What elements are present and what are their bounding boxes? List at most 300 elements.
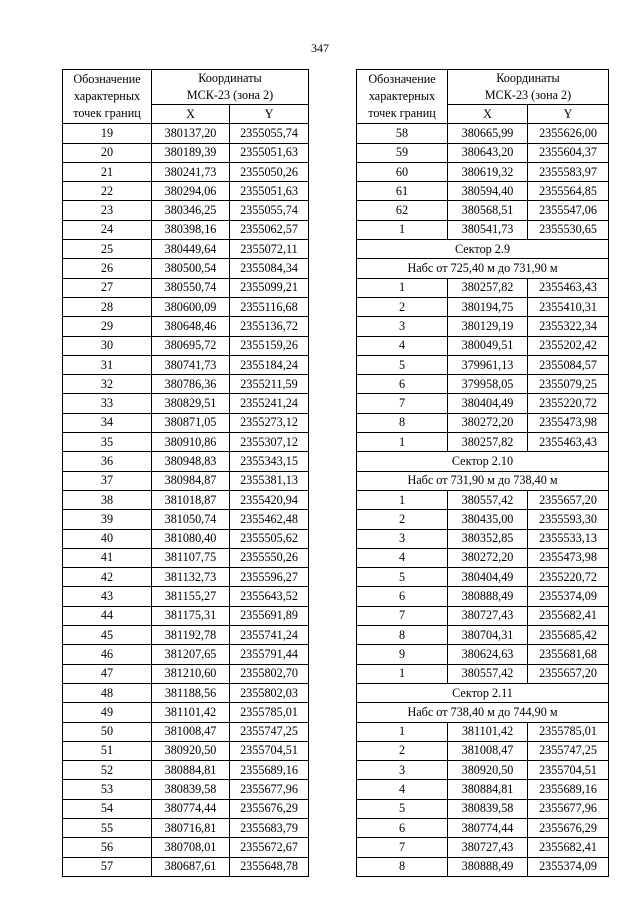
table-row (63, 683, 309, 702)
x-value: 380774,44 (152, 799, 230, 818)
table-row (63, 664, 309, 683)
table-row (357, 626, 609, 645)
y-value: 2355050,26 (230, 162, 309, 181)
point-number: 28 (63, 297, 152, 316)
table-row (63, 124, 309, 143)
y-value: 2355648,78 (230, 857, 309, 876)
x-value: 381188,56 (152, 683, 230, 702)
point-number: 4 (357, 548, 448, 567)
point-number: 5 (357, 355, 448, 374)
y-value: 2355473,98 (528, 413, 609, 432)
table-row (357, 645, 609, 664)
y-value: 2355785,01 (528, 722, 609, 741)
x-value: 380888,49 (448, 587, 528, 606)
point-number: 51 (63, 741, 152, 760)
sector-row (357, 259, 609, 278)
y-value: 2355564,85 (528, 182, 609, 201)
x-value: 380557,42 (448, 664, 528, 683)
table-row (357, 143, 609, 162)
table-row (63, 336, 309, 355)
y-value: 2355072,11 (230, 240, 309, 259)
x-value: 380786,36 (152, 375, 230, 394)
y-value: 2355530,65 (528, 220, 609, 239)
table-row (357, 433, 609, 452)
y-value: 2355462,48 (230, 510, 309, 529)
coordinates-table-left (62, 69, 309, 877)
y-value: 2355084,57 (528, 355, 609, 374)
y-value: 2355159,26 (230, 336, 309, 355)
y-value: 2355785,01 (230, 703, 309, 722)
y-value: 2355211,59 (230, 375, 309, 394)
x-value: 380557,42 (448, 490, 528, 509)
x-value: 380648,46 (152, 317, 230, 336)
x-value: 380727,43 (448, 838, 528, 857)
x-value: 380404,49 (448, 394, 528, 413)
x-value: 380257,82 (448, 433, 528, 452)
x-value: 380839,58 (152, 780, 230, 799)
y-value: 2355051,63 (230, 182, 309, 201)
point-number: 31 (63, 355, 152, 374)
coordinates-header (152, 70, 309, 105)
table-row (63, 240, 309, 259)
y-value: 2355747,25 (528, 741, 609, 760)
x-value: 381018,87 (152, 490, 230, 509)
x-value: 380665,99 (448, 124, 528, 143)
table-row (357, 857, 609, 876)
point-number: 52 (63, 761, 152, 780)
designation-header-line2: характерных (368, 89, 436, 104)
point-number: 7 (357, 606, 448, 625)
x-value: 380129,19 (448, 317, 528, 336)
table-row (357, 375, 609, 394)
table-row (357, 278, 609, 297)
point-number: 42 (63, 568, 152, 587)
y-value: 2355604,37 (528, 143, 609, 162)
point-number: 59 (357, 143, 448, 162)
point-number: 26 (63, 259, 152, 278)
y-header: Y (528, 105, 609, 124)
table-row (63, 413, 309, 432)
point-number: 45 (63, 626, 152, 645)
table-row (357, 317, 609, 336)
table-row (357, 741, 609, 760)
x-value: 380984,87 (152, 471, 230, 490)
x-value: 381210,60 (152, 664, 230, 683)
x-value: 380550,74 (152, 278, 230, 297)
point-number: 55 (63, 818, 152, 837)
x-value: 380398,16 (152, 220, 230, 239)
x-value: 380774,44 (448, 818, 528, 837)
coordinates-header-line2: МСК-23 (зона 2) (484, 88, 572, 102)
y-value: 2355202,42 (528, 336, 609, 355)
point-number: 41 (63, 548, 152, 567)
table-row (357, 220, 609, 239)
sector-label: Набс от 731,90 м до 738,40 м (357, 471, 609, 490)
table-row (63, 529, 309, 548)
point-number: 5 (357, 799, 448, 818)
point-number: 58 (357, 124, 448, 143)
y-value: 2355689,16 (230, 761, 309, 780)
x-value: 380704,31 (448, 626, 528, 645)
point-number: 37 (63, 471, 152, 490)
x-value: 380624,63 (448, 645, 528, 664)
table-row (63, 297, 309, 316)
x-value: 380643,20 (448, 143, 528, 162)
point-number: 53 (63, 780, 152, 799)
y-value: 2355533,13 (528, 529, 609, 548)
x-value: 380619,32 (448, 162, 528, 181)
x-value: 380884,81 (448, 780, 528, 799)
x-value: 381155,27 (152, 587, 230, 606)
designation-header (63, 70, 152, 124)
y-value: 2355691,89 (230, 606, 309, 625)
table-row (63, 626, 309, 645)
y-value: 2355802,70 (230, 664, 309, 683)
x-value: 380948,83 (152, 452, 230, 471)
table-row (357, 510, 609, 529)
table-row (63, 355, 309, 374)
y-value: 2355051,63 (230, 143, 309, 162)
x-value: 380920,50 (448, 761, 528, 780)
point-number: 6 (357, 375, 448, 394)
table-row (357, 529, 609, 548)
point-number: 1 (357, 433, 448, 452)
x-value: 380888,49 (448, 857, 528, 876)
y-value: 2355136,72 (230, 317, 309, 336)
point-number: 8 (357, 413, 448, 432)
point-number: 1 (357, 664, 448, 683)
sector-label: Набс от 725,40 м до 731,90 м (357, 259, 609, 278)
point-number: 38 (63, 490, 152, 509)
y-value: 2355741,24 (230, 626, 309, 645)
y-value: 2355374,09 (528, 857, 609, 876)
coordinates-header (448, 70, 609, 105)
point-number: 25 (63, 240, 152, 259)
sector-label: Сектор 2.9 (357, 240, 609, 259)
x-value: 380272,20 (448, 548, 528, 567)
coordinates-header-line1: Координаты (198, 71, 262, 85)
point-number: 24 (63, 220, 152, 239)
y-value: 2355626,00 (528, 124, 609, 143)
designation-header-line1: Обозначение (73, 72, 141, 87)
table-row (357, 568, 609, 587)
table-row (63, 452, 309, 471)
point-number: 49 (63, 703, 152, 722)
y-value: 2355420,94 (230, 490, 309, 509)
table-row (63, 317, 309, 336)
x-value: 380352,85 (448, 529, 528, 548)
point-number: 2 (357, 297, 448, 316)
table-row (357, 413, 609, 432)
x-value: 381192,78 (152, 626, 230, 645)
y-value: 2355677,96 (528, 799, 609, 818)
point-number: 40 (63, 529, 152, 548)
point-number: 3 (357, 529, 448, 548)
y-value: 2355116,68 (230, 297, 309, 316)
point-number: 27 (63, 278, 152, 297)
point-number: 56 (63, 838, 152, 857)
x-value: 380500,54 (152, 259, 230, 278)
point-number: 1 (357, 220, 448, 239)
table-row (63, 741, 309, 760)
point-number: 34 (63, 413, 152, 432)
point-number: 47 (63, 664, 152, 683)
table-row (63, 722, 309, 741)
x-value: 379958,05 (448, 375, 528, 394)
point-number: 43 (63, 587, 152, 606)
sector-row (357, 471, 609, 490)
point-number: 9 (357, 645, 448, 664)
point-number: 2 (357, 510, 448, 529)
x-value: 380346,25 (152, 201, 230, 220)
y-value: 2355220,72 (528, 568, 609, 587)
y-value: 2355505,62 (230, 529, 309, 548)
point-number: 46 (63, 645, 152, 664)
y-value: 2355099,21 (230, 278, 309, 297)
x-value: 380741,73 (152, 355, 230, 374)
table-row (63, 162, 309, 181)
y-value: 2355550,26 (230, 548, 309, 567)
x-header: X (152, 105, 230, 124)
x-value: 380920,50 (152, 741, 230, 760)
y-value: 2355547,06 (528, 201, 609, 220)
point-number: 3 (357, 761, 448, 780)
table-row (357, 124, 609, 143)
point-number: 57 (63, 857, 152, 876)
x-value: 381175,31 (152, 606, 230, 625)
table-row (357, 201, 609, 220)
point-number: 44 (63, 606, 152, 625)
sector-label: Сектор 2.10 (357, 452, 609, 471)
y-value: 2355583,97 (528, 162, 609, 181)
designation-header-line1: Обозначение (368, 72, 436, 87)
table-row (63, 606, 309, 625)
point-number: 5 (357, 568, 448, 587)
y-value: 2355643,52 (230, 587, 309, 606)
y-value: 2355676,29 (230, 799, 309, 818)
point-number: 19 (63, 124, 152, 143)
y-value: 2355322,34 (528, 317, 609, 336)
table-row (63, 780, 309, 799)
x-value: 380272,20 (448, 413, 528, 432)
table-row (63, 838, 309, 857)
x-value: 380404,49 (448, 568, 528, 587)
table-row (357, 355, 609, 374)
point-number: 20 (63, 143, 152, 162)
x-value: 380884,81 (152, 761, 230, 780)
x-value: 380137,20 (152, 124, 230, 143)
x-value: 380829,51 (152, 394, 230, 413)
point-number: 30 (63, 336, 152, 355)
x-value: 380600,09 (152, 297, 230, 316)
y-value: 2355683,79 (230, 818, 309, 837)
point-number: 4 (357, 780, 448, 799)
table-row (63, 278, 309, 297)
x-value: 380708,01 (152, 838, 230, 857)
y-value: 2355473,98 (528, 548, 609, 567)
point-number: 29 (63, 317, 152, 336)
y-value: 2355273,12 (230, 413, 309, 432)
sector-label: Сектор 2.11 (357, 683, 609, 702)
x-value: 381050,74 (152, 510, 230, 529)
y-value: 2355747,25 (230, 722, 309, 741)
y-value: 2355463,43 (528, 278, 609, 297)
x-value: 381101,42 (152, 703, 230, 722)
page-number: 347 (311, 41, 329, 55)
table-row (357, 162, 609, 181)
table-row (63, 857, 309, 876)
x-value: 380294,06 (152, 182, 230, 201)
table-row (357, 664, 609, 683)
y-value: 2355220,72 (528, 394, 609, 413)
y-value: 2355802,03 (230, 683, 309, 702)
coordinates-header-line2: МСК-23 (зона 2) (186, 88, 274, 102)
y-value: 2355593,30 (528, 510, 609, 529)
table-row (63, 471, 309, 490)
y-value: 2355084,34 (230, 259, 309, 278)
y-value: 2355704,51 (528, 761, 609, 780)
x-value: 381008,47 (448, 741, 528, 760)
x-value: 380871,05 (152, 413, 230, 432)
y-value: 2355055,74 (230, 201, 309, 220)
table-row (357, 722, 609, 741)
table-row (357, 394, 609, 413)
y-value: 2355374,09 (528, 587, 609, 606)
table-row (63, 490, 309, 509)
y-value: 2355307,12 (230, 433, 309, 452)
x-value: 380568,51 (448, 201, 528, 220)
y-value: 2355682,41 (528, 838, 609, 857)
table-row (63, 548, 309, 567)
point-number: 23 (63, 201, 152, 220)
y-value: 2355791,44 (230, 645, 309, 664)
x-value: 380839,58 (448, 799, 528, 818)
table-row (357, 761, 609, 780)
table-row (357, 336, 609, 355)
point-number: 8 (357, 626, 448, 645)
table-row (63, 761, 309, 780)
table-row (63, 703, 309, 722)
table-row (357, 799, 609, 818)
y-value: 2355657,20 (528, 664, 609, 683)
point-number: 33 (63, 394, 152, 413)
x-value: 380541,73 (448, 220, 528, 239)
x-value: 379961,13 (448, 355, 528, 374)
y-value: 2355463,43 (528, 433, 609, 452)
point-number: 3 (357, 317, 448, 336)
table-row (63, 259, 309, 278)
x-value: 381080,40 (152, 529, 230, 548)
point-number: 36 (63, 452, 152, 471)
point-number: 6 (357, 818, 448, 837)
y-value: 2355596,27 (230, 568, 309, 587)
table-row (357, 490, 609, 509)
x-value: 380716,81 (152, 818, 230, 837)
point-number: 50 (63, 722, 152, 741)
table-row (63, 799, 309, 818)
designation-header-line2: характерных (73, 89, 141, 104)
designation-header-line3: точек границ (368, 106, 436, 121)
designation-header (357, 70, 448, 124)
y-value: 2355055,74 (230, 124, 309, 143)
x-value: 380435,00 (448, 510, 528, 529)
x-value: 380449,64 (152, 240, 230, 259)
x-value: 380910,86 (152, 433, 230, 452)
point-number: 7 (357, 394, 448, 413)
y-value: 2355343,15 (230, 452, 309, 471)
point-number: 21 (63, 162, 152, 181)
y-value: 2355657,20 (528, 490, 609, 509)
table-row (63, 645, 309, 664)
y-header: Y (230, 105, 309, 124)
point-number: 60 (357, 162, 448, 181)
x-value: 380241,73 (152, 162, 230, 181)
table-row (63, 182, 309, 201)
y-value: 2355241,24 (230, 394, 309, 413)
table-row (357, 297, 609, 316)
y-value: 2355079,25 (528, 375, 609, 394)
y-value: 2355682,41 (528, 606, 609, 625)
table-row (357, 838, 609, 857)
table-row (357, 606, 609, 625)
x-value: 381101,42 (448, 722, 528, 741)
point-number: 54 (63, 799, 152, 818)
table-row (63, 587, 309, 606)
table-row (357, 548, 609, 567)
point-number: 62 (357, 201, 448, 220)
y-value: 2355685,42 (528, 626, 609, 645)
table-row (357, 587, 609, 606)
x-value: 380695,72 (152, 336, 230, 355)
x-value: 380049,51 (448, 336, 528, 355)
sector-label: Набс от 738,40 м до 744,90 м (357, 703, 609, 722)
y-value: 2355677,96 (230, 780, 309, 799)
y-value: 2355410,31 (528, 297, 609, 316)
point-number: 35 (63, 433, 152, 452)
coordinates-header-line1: Координаты (496, 71, 560, 85)
point-number: 7 (357, 838, 448, 857)
table-row (63, 375, 309, 394)
y-value: 2355381,13 (230, 471, 309, 490)
table-row (357, 780, 609, 799)
x-value: 380189,39 (152, 143, 230, 162)
table-row (63, 433, 309, 452)
x-value: 381207,65 (152, 645, 230, 664)
x-value: 380687,61 (152, 857, 230, 876)
sector-row (357, 452, 609, 471)
point-number: 48 (63, 683, 152, 702)
x-header: X (448, 105, 528, 124)
table-row (63, 143, 309, 162)
point-number: 39 (63, 510, 152, 529)
point-number: 1 (357, 278, 448, 297)
table-row (63, 220, 309, 239)
sector-row (357, 240, 609, 259)
table-row (357, 818, 609, 837)
point-number: 22 (63, 182, 152, 201)
table-row (63, 818, 309, 837)
sector-row (357, 683, 609, 702)
y-value: 2355062,57 (230, 220, 309, 239)
coordinates-table-right (356, 69, 609, 877)
table-row (63, 394, 309, 413)
x-value: 380594,40 (448, 182, 528, 201)
point-number: 1 (357, 722, 448, 741)
table-row (357, 182, 609, 201)
y-value: 2355681,68 (528, 645, 609, 664)
y-value: 2355704,51 (230, 741, 309, 760)
point-number: 4 (357, 336, 448, 355)
